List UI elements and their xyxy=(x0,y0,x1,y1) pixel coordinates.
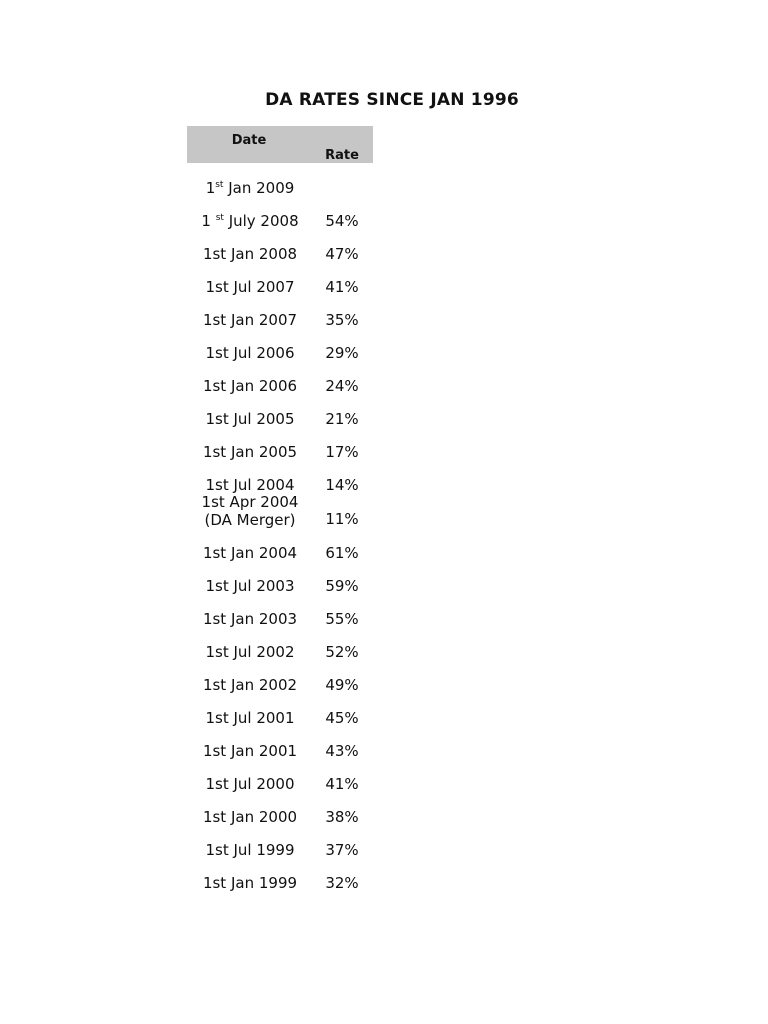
rate-cell: 47% xyxy=(325,245,359,263)
rate-cell: 45% xyxy=(325,709,359,727)
date-cell: 1st Jan 1999 xyxy=(202,874,298,892)
da-rates-table xyxy=(187,170,373,898)
date-text: 1 xyxy=(205,179,216,197)
date-note: (DA Merger) xyxy=(204,511,296,529)
date-cell: 1st Jul 2000 xyxy=(205,775,295,793)
rate-cell: 54% xyxy=(325,212,359,230)
date-cell xyxy=(187,493,313,529)
date-text: 1st Apr 2004 xyxy=(201,493,299,511)
rate-cell: 24% xyxy=(325,377,359,395)
rate-cell: 29% xyxy=(325,344,359,362)
rate-cell: 11% xyxy=(325,510,359,528)
rate-cell: 49% xyxy=(325,676,359,694)
date-cell: 1st Jan 2000 xyxy=(202,808,298,826)
date-cell: 1st Jan 2007 xyxy=(202,311,298,329)
table-row xyxy=(187,335,373,368)
table-row xyxy=(187,568,373,601)
date-cell xyxy=(187,212,313,230)
date-text: Jan 2009 xyxy=(223,179,295,197)
date-cell: 1st Jul 2007 xyxy=(205,278,295,296)
table-row xyxy=(187,601,373,634)
date-cell: 1st Jan 2001 xyxy=(202,742,298,760)
date-ordinal-suffix: st xyxy=(215,213,224,223)
rate-cell: 21% xyxy=(325,410,359,428)
date-ordinal-suffix: st xyxy=(215,180,224,190)
date-cell: 1st Jul 2006 xyxy=(205,344,295,362)
rate-cell: 41% xyxy=(325,278,359,296)
table-row xyxy=(187,401,373,434)
table-row xyxy=(187,799,373,832)
rate-column-header: Rate xyxy=(325,148,359,163)
table-row xyxy=(187,667,373,700)
table-row xyxy=(187,535,373,568)
table-row xyxy=(187,634,373,667)
table-row xyxy=(187,700,373,733)
page-title: DA RATES SINCE JAN 1996 xyxy=(265,90,519,110)
table-row xyxy=(187,269,373,302)
rate-cell: 14% xyxy=(325,476,359,494)
date-cell: 1st Jan 2006 xyxy=(202,377,298,395)
rate-cell: 59% xyxy=(325,577,359,595)
date-cell: 1st Jan 2003 xyxy=(202,610,298,628)
table-row xyxy=(187,832,373,865)
date-cell: 1st Jul 2001 xyxy=(205,709,295,727)
rate-cell: 38% xyxy=(325,808,359,826)
date-cell: 1st Jan 2004 xyxy=(202,544,298,562)
date-cell: 1st Jul 2002 xyxy=(205,643,295,661)
table-row xyxy=(187,493,373,535)
date-cell: 1st Jul 2003 xyxy=(205,577,295,595)
date-cell: 1st Jul 2005 xyxy=(205,410,295,428)
date-cell: 1st Jan 2005 xyxy=(202,443,298,461)
rate-cell: 35% xyxy=(325,311,359,329)
rate-cell: 43% xyxy=(325,742,359,760)
date-text: July 2008 xyxy=(223,212,299,230)
table-row xyxy=(187,236,373,269)
table-row xyxy=(187,434,373,467)
date-cell: 1st Jan 2002 xyxy=(202,676,298,694)
date-cell: 1st Jan 2008 xyxy=(202,245,298,263)
rate-cell: 61% xyxy=(325,544,359,562)
table-row xyxy=(187,733,373,766)
table-row xyxy=(187,302,373,335)
table-row xyxy=(187,170,373,203)
table-row xyxy=(187,865,373,898)
rate-cell: 17% xyxy=(325,443,359,461)
table-row xyxy=(187,766,373,799)
rate-cell: 37% xyxy=(325,841,359,859)
rate-cell: 41% xyxy=(325,775,359,793)
date-cell: 1st Jul 2004 xyxy=(205,476,295,494)
rate-cell: 52% xyxy=(325,643,359,661)
table-row xyxy=(187,203,373,236)
date-cell: 1st Jul 1999 xyxy=(205,841,295,859)
date-text: 1 xyxy=(201,212,216,230)
date-column-header: Date xyxy=(231,133,267,148)
table-row xyxy=(187,368,373,401)
date-cell xyxy=(187,179,313,197)
rate-cell: 32% xyxy=(325,874,359,892)
rate-cell: 55% xyxy=(325,610,359,628)
table-header xyxy=(187,126,373,163)
